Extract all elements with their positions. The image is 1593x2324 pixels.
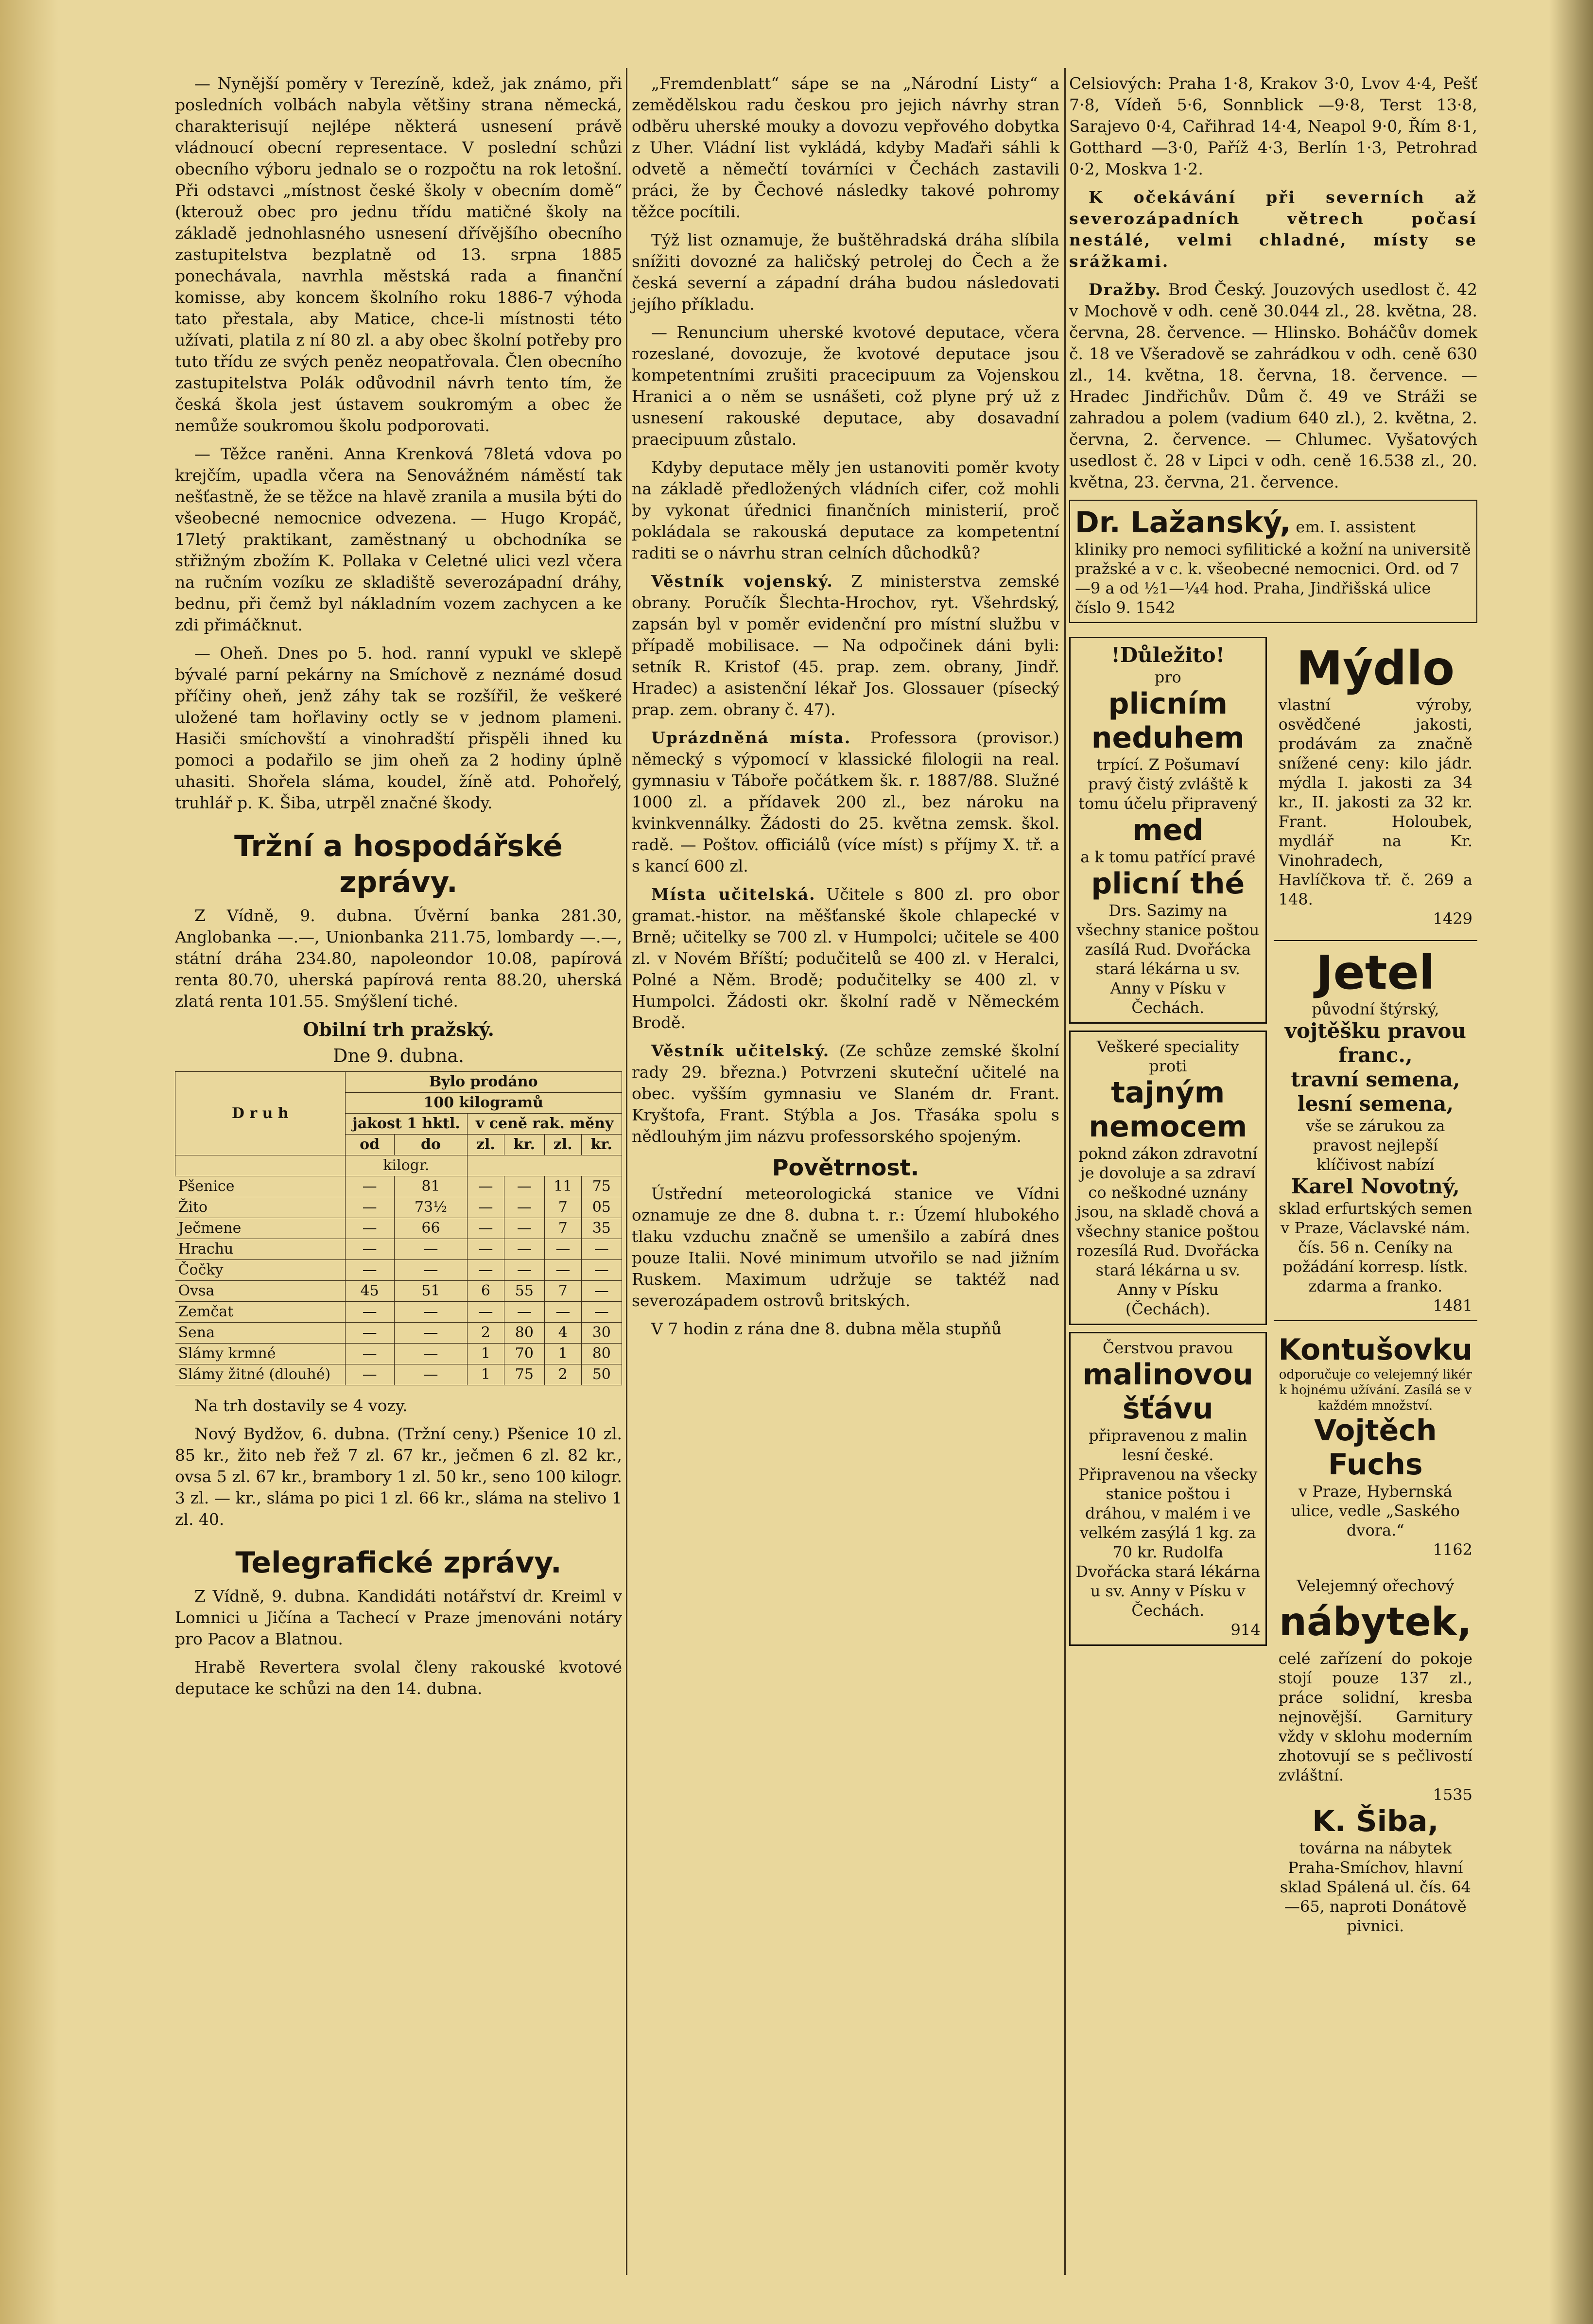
grain-value-cell: — [394,1302,467,1323]
ad-row [1069,630,1477,1947]
grain-value-cell: 7 [545,1197,582,1218]
ad-text: vlastní výroby, osvědčené jakosti, prodávám za značně snížené ceny: kilo jádr. mýdla I. jakosti za 34 kr., II. jakosti za 32 kr. Frant. Holoubek, mydlář na Kr. Vinohradech, Havlíčkova tř. č. 269 a 148. [1278,696,1472,909]
table-row [175,1260,622,1281]
grain-value-cell: — [504,1239,544,1260]
grain-type-cell: Čočky [175,1260,346,1281]
th-kg: 100 kilogramů [345,1093,622,1114]
heading-grain-market: Obilní trh pražský. [303,1018,494,1040]
th-kr: kr. [581,1135,622,1155]
table-row [175,1218,622,1239]
ad-text: pro [1154,668,1181,686]
grain-value-cell: — [504,1197,544,1218]
grain-value-cell: — [345,1323,394,1344]
ad-text: poknd zákon zdravotní je dovoluje a sa zdraví co neškodné uznány jsou, na skladě chová a všechny stanice poštou rozesílá Rud. Dvořácka stará lékárna u sv. Anny v Písku (Čechách). [1076,1144,1260,1318]
ad-kontusovka [1274,1328,1477,1564]
grain-value-cell: 35 [581,1218,622,1239]
ad-text: odporučuje co velejemný likér k hojnému užívání. Zasílá se v každém množství. [1279,1367,1472,1413]
article-injured: — Těžce raněni. Anna Krenková 78letá vdova po krejčím, upadla včera na Senovážném náměstí tak nešťastně, že se těžce na hlavě zranila a musila býti do všeobecné nemocnice odvezena. — Hugo Kropáč, 17letý praktikant, zaměstnaný u obchodníka se střižným zbožím K. Pollaka v Celetné ulici vezl včera na ručním vozíku ze skladiště severozápadní dráhy, bednu, při čemž byl nákladním vozem zachycen a ke zdi přimáčknut. [175,444,622,634]
section-teacher-posts: Místa učitelská. [651,885,816,904]
article-notary: Z Vídně, 9. dubna. Kandidáti notářství dr. Kreiml v Lomnici u Jičína a Tachecí v Praze jmenováni notáry pro Pacov a Blatnou. [175,1587,622,1648]
table-row [175,1176,622,1197]
grain-value-cell: 81 [394,1176,467,1197]
weather-forecast: K očekávání při severních až severozápadních větrech počasí nestálé, velmi chladné, místy se srážkami. [1069,188,1477,271]
ad-text: a k tomu patřící pravé [1080,848,1256,866]
grain-value-cell: — [345,1197,394,1218]
th-bylo: Bylo prodáno [345,1072,622,1093]
grain-value-cell: — [345,1364,394,1385]
grain-value-cell: 6 [468,1281,504,1302]
ad-text: původní štýrský, [1312,1000,1439,1018]
section-teacher-news: Věstník učitelský. [651,1041,830,1060]
ad-number: 1535 [1433,1785,1472,1804]
article-revertera: Hrabě Revertera svolal členy rakouské kvotové deputace ke schůzi na den 14. dubna. [175,1658,622,1698]
grain-value-cell: — [545,1302,582,1323]
ad-headline: Mýdlo [1296,641,1455,696]
ad-malinova-stava [1069,1332,1267,1646]
article-renuncium: — Renuncium uherské kvotové deputace, včera rozeslané, dovozuje, že kvotové deputace jsou kompetentními zrušiti pracecipuum za Vojenskou Hranici a o něm se usnášeti, což plyne prý už z usnesení rakouské deputace, aby dosavadní praecipuum zůstalo. [632,323,1059,449]
grain-market-date: Dne 9. dubna. [332,1045,465,1066]
grain-value-cell: — [468,1302,504,1323]
article-terezin: — Nynější poměry v Terezíně, kdež, jak známo, při posledních volbách nabyla většiny strana německá, charakterisují nejlépe některá usnesení právě vládnoucí obecní representace. V poslední schůzi obecního výboru jednalo se o rozpočtu na rok letošní. Při odstavci „místnost české školy v obecním domě“ (kterouž obec pro jednu třídu matičné školy na základě jednohlasného usnesení dřívějšího obecního zastupitelstva bezplatně od 13. srpna 1885 ponechávala, navrhla městská rada a finanční komisse, aby koncem školního roku 1886-7 výhoda tato přestala, aby Matice, chce-li místnosti této užívati, platila z ní 80 zl. a aby obec školní potřeby pro tuto třídu ze svých peněz neopatřovala. Člen obecního zastupitelstva Polák odůvodnil návrh tento tím, že česká škola jest ústavem soukromým a obec že nemůže soukromou školu podporovati. [175,74,622,435]
ad-number: 1481 [1433,1296,1472,1315]
grain-value-cell: 73½ [394,1197,467,1218]
heading-weather: Povětrnost. [772,1154,919,1181]
ad-dr-lazansky [1069,500,1477,623]
grain-value-cell: 80 [581,1344,622,1364]
th-jakost: jakost 1 hktl. [345,1114,468,1135]
grain-value-cell: — [345,1176,394,1197]
ad-headline: Kontušovku [1278,1333,1472,1367]
ad-text: Čerstvou pravou [1102,1339,1233,1357]
grain-value-cell: — [345,1239,394,1260]
ad-text: Velejemný ořechový [1297,1576,1454,1595]
grain-value-cell: 11 [545,1176,582,1197]
article-teacher-news: (Ze schůze zemské školní rady 29. března.) Potvrzeni skuteční učitelé na obec. vyšším gymnasiu ve Slaném dr. Frant. Kryštofa, Frant. Stýbla a Jos. Třasáka spolu s nědlouhým jim názvu professorského spojeným. [632,1041,1059,1146]
th-kilogr: kilogr. [345,1155,468,1176]
grain-value-cell: 66 [394,1218,467,1239]
ad-text: v Praze, Hybernská ulice, vedle „Saského dvora.“ [1291,1482,1460,1539]
table-row [175,1323,622,1344]
ad-text: trpící. Z Pošumaví pravý čistý zvláště k tomu účelu připravený [1078,755,1258,813]
ad-advertiser-name: Karel Novotný, [1291,1174,1460,1198]
table-row [175,1197,622,1218]
grain-value-cell: 30 [581,1323,622,1344]
grain-type-cell: Žito [175,1197,346,1218]
grain-value-cell: 4 [545,1323,582,1344]
grain-value-cell: 75 [504,1364,544,1385]
section-auctions: Dražby. [1089,280,1162,299]
grain-value-cell: 7 [545,1281,582,1302]
grain-type-cell: Sena [175,1323,346,1344]
grain-value-cell: — [394,1323,467,1344]
grain-value-cell: — [468,1239,504,1260]
ad-text: vše se zárukou za pravost nejlepší klíčivost nabízí [1306,1117,1445,1174]
grain-value-cell: 55 [504,1281,544,1302]
page-edge-left [0,0,58,2324]
article-military: Z ministerstva zemské obrany. Poručík Šlechta-Hrochov, ryt. Všehrdský, zapsán byl v poměr evidenční pro místní službu v případě mobilisace. — Na odpočinek dáni byli: setník R. Kristof (45. prap. zem. obrany, Jindř. Hradec) a asistenční lékař Jos. Glossauer (písecký prap. zem. obrany č. 47). [632,572,1059,719]
grain-value-cell: 51 [394,1281,467,1302]
ad-number: 1162 [1433,1540,1472,1559]
grain-value-cell: — [581,1239,622,1260]
grain-value-cell: — [345,1302,394,1323]
article-teacher-posts: Učitele s 800 zl. pro obor gramat.-histor. na měšťanské škole chlapecké v Brně; učitelky se 700 zl. v Humpolci; učitele se 400 zl. v Novém Bříští; podučitelů se 400 zl. v Heralci, Polné a Něm. Brodě; podučitelky se 400 zl. v Humpolci. Žádosti okr. školní radě v Německém Brodě. [632,885,1059,1032]
column-middle [632,73,1059,1346]
column-left [175,73,622,1706]
ad-text: továrna na nábytek Praha-Smíchov, hlavní sklad Spálená ul. čís. 64—65, naproti Donátově pivnici. [1280,1839,1471,1935]
grain-value-cell: — [345,1344,394,1364]
grain-value-cell: — [504,1302,544,1323]
ad-text: Drs. Sazimy na všechny stanice poštou zasílá Rud. Dvořácka stará lékárna u sv. Anny v Písku v Čechách. [1076,901,1260,1017]
ad-plicni-thé [1069,637,1267,1024]
article-railway: Týž list oznamuje, že buštěhradská dráha slíbila snížiti dovozné za haličský petrolej do Čech a že česká severní a západní dráha budou následovati jejího příkladu. [632,230,1059,314]
grain-value-cell: — [468,1197,504,1218]
ad-tajne-nemoci [1069,1031,1267,1325]
article-fire: — Oheň. Dnes po 5. hod. ranní vypukl ve sklepě bývalé parní pekárny na Smíchově z neznámé dosud příčiny oheň, jenž záhy tak se rozšířil, že veškeré uložené tam hořlaviny octly se v jednom plameni. Hasiči smíchovští a vinohradští přispěli ihned ku pomoci a podařilo se jim oheň za 2 hodiny úplně uhasiti. Shořela sláma, koudel, žíně atd. Pohořelý, truhlář p. K. Šiba, utrpěl značné škody. [175,644,622,812]
grain-value-cell: — [394,1260,467,1281]
weather-temps-cont: Celsiových: Praha 1·8, Krakov 3·0, Lvov 4·4, Pešť 7·8, Vídeň 5·6, Sonnblick —9·8, Terst 13·8, Sarajevo 0·4, Cařihrad 14·4, Neapol 9·0, Řím 8·1, Gotthard —3·0, Paříž 4·3, Berlín 1·3, Petrohrad 0·2, Moskva 1·2. [1069,74,1477,178]
grain-type-cell: Hrachu [175,1239,346,1260]
grain-value-cell: 75 [581,1176,622,1197]
th-zl: zl. [545,1135,582,1155]
ad-advertiser-name: K. Šiba, [1312,1804,1439,1838]
grain-value-cell: 05 [581,1197,622,1218]
grain-value-cell: — [345,1260,394,1281]
grain-value-cell: 1 [468,1364,504,1385]
ad-dr-lazansky-name: Dr. Lažanský, [1075,506,1291,540]
carts-note: Na trh dostavily se 4 vozy. [194,1396,408,1415]
section-military: Věstník vojenský. [651,572,833,591]
grain-type-cell: Zemčat [175,1302,346,1323]
grain-value-cell: 2 [545,1364,582,1385]
article-weather: Ústřední meteorologická stanice ve Vídni oznamuje ze dne 8. dubna t. r.: Území hlubokého tlaku vzduchu značně se umenšilo a zabírá dnes pouze Italii. Nové minimum utvořilo se nad jižním Ruskem. Maximum udržuje se taktéž nad severozápadem ostrovů britských. [632,1184,1059,1310]
column-rule [1064,68,1066,2275]
ad-number: 914 [1230,1621,1261,1639]
grain-rows [175,1176,622,1385]
ad-number: 1429 [1433,909,1472,928]
ad-headline: nábytek, [1279,1599,1472,1644]
ad-text: sklad erfurtských semen v Praze, Václavské nám. čís. 56 n. Ceníky na požádání korresp. lístk. zdarma a franko. [1279,1199,1472,1295]
grain-value-cell: — [545,1239,582,1260]
grain-value-cell: 2 [468,1323,504,1344]
ad-text: celé zařízení do pokoje stojí pouze 137 zl., práce solidní, kresba nejnovější. Garnitury vždy v sklohu moderním zhotovují se s pečlivostí zvláštní. [1278,1649,1472,1784]
grain-value-cell: 1 [468,1344,504,1364]
grain-value-cell: — [581,1281,622,1302]
grain-value-cell: 7 [545,1218,582,1239]
th-do: do [394,1135,467,1155]
article-auctions: Brod Český. Jouzových usedlost č. 42 v Mochově v odh. ceně 30.044 zl., 28. května, 28. června, 28. července. — Hlinsko. Boháčův domek č. 18 ve Všeradově se zahrádkou v odh. ceně 630 zl., 14. května, 18. června, 18. července. — Hradec Jindřichův. Dům č. 49 ve Stráži se zahradou a polem (vadium 640 zl.), 2. května, 2. června, 2. července. — Chlumec. Vyšatových usedlost č. 28 v Lipci v odh. ceně 16.538 zl., 20. května, 23. června, 21. července. [1069,280,1477,491]
ad-dr-lazansky-text: em. I. assistent kliniky pro nemoci syfilitické a kožní na universitě pražské a v c. k. všeobecné nemocnici. Ord. od 7—9 a od ½1—¼4 hod. Praha, Jindřišská ulice číslo 9. [1075,518,1471,617]
th-zl: zl. [468,1135,504,1155]
grain-type-cell: Ovsa [175,1281,346,1302]
grain-value-cell: — [468,1218,504,1239]
article-fremdenblatt: „Fremdenblatt“ sápe se na „Národní Listy“ a zemědělskou radu českou pro jejich návrhy stran odběru uherské mouky a dovozu vepřového dobytka z Uher. Vládní list vykládá, kdyby Maďaři sáhli k odvetě a němečtí továrníci v Čechách zastavili práci, že by Čechové následky takové pohromy těžce pocítili. [632,74,1059,221]
grain-value-cell: 1 [545,1344,582,1364]
ad-headline: malinovou šťávu [1082,1358,1253,1426]
grain-value-cell: — [504,1260,544,1281]
column-rule [626,68,627,2275]
section-vacancies: Uprázdněná místa. [651,728,851,747]
th-od: od [345,1135,394,1155]
grain-value-cell: — [581,1260,622,1281]
ad-jetel [1274,940,1477,1321]
column-right [1069,73,1477,1947]
grain-value-cell: 70 [504,1344,544,1364]
th-druh: D r u h [175,1072,346,1155]
table-row [175,1344,622,1364]
grain-value-cell: — [468,1176,504,1197]
article-novy-bydzov: Nový Bydžov, 6. dubna. (Tržní ceny.) Pšenice 10 zl. 85 kr., žito neb řež 7 zl. 67 kr., ječmen 6 zl. 82 kr., ovsa 5 zl. 67 kr., brambory 1 zl. 50 kr., seno 100 kilogr. 3 zl. — kr., sláma po pici 1 zl. 66 kr., sláma na stelivo 1 zl. 40. [175,1424,622,1529]
grain-value-cell: — [581,1302,622,1323]
grain-value-cell: — [345,1218,394,1239]
table-row [175,1239,622,1260]
ad-subheadline: lesní semena, [1297,1092,1454,1116]
ad-mydlo [1274,637,1477,933]
grain-value-cell: — [394,1344,467,1364]
grain-value-cell: — [394,1364,467,1385]
table-row [175,1364,622,1385]
grain-value-cell: 50 [581,1364,622,1385]
grain-value-cell: 45 [345,1281,394,1302]
grain-type-cell: Pšenice [175,1176,346,1197]
ad-text: připravenou z malin lesní české. Připravenou na všecky stanice poštou i dráhou, v malém i ve velkém zasýlá 1 kg. za 70 kr. Rudolfa Dvořácka stará lékárna u sv. Anny v Písku v Čechách. [1075,1426,1261,1620]
ad-nabytek [1274,1571,1477,1940]
ad-headline: plicní thé [1091,867,1245,901]
th-kr: kr. [504,1135,544,1155]
grain-value-cell: — [468,1260,504,1281]
grain-type-cell: Slámy krmné [175,1344,346,1364]
ad-subheadline: travní semena, [1291,1067,1460,1091]
grain-value-cell: — [504,1176,544,1197]
ad-text: Veškeré speciality proti [1096,1037,1239,1075]
ad-important: !Důležito! [1111,643,1225,667]
grain-type-cell: Slámy žitné (dlouhé) [175,1364,346,1385]
ad-advertiser-name: Vojtěch Fuchs [1314,1414,1437,1482]
ad-headline: Jetel [1316,945,1435,1000]
grain-value-cell: 80 [504,1323,544,1344]
grain-price-table [175,1071,622,1385]
grain-value-cell: — [394,1239,467,1260]
th-cena: v ceně rak. měny [468,1114,622,1135]
page-edge-right [1549,0,1593,2324]
table-row [175,1302,622,1323]
ad-headline: med [1132,813,1204,847]
table-row [175,1281,622,1302]
article-vacancies: Professora (provisor.) německý s výpomocí v klassické filologii na real. gymnasiu v Táboře počátkem šk. r. 1887/88. Služné 1000 zl. a přídavek 200 zl., bez nároku na kvinkvennálky. Žádosti do 25. května zemsk. škol. radě. — Poštov. officiálů (více míst) s příjmy X. tř. a s kancí 600 zl. [632,728,1060,875]
heading-market-news: Tržní a hospodářské zprávy. [234,829,563,899]
grain-type-cell: Ječmene [175,1218,346,1239]
ad-headline: plicním neduhem [1091,687,1245,755]
ad-subheadline: vojtěšku pravou franc., [1284,1019,1466,1067]
ad-number: 1542 [1135,598,1176,617]
grain-value-cell: — [545,1260,582,1281]
article-weather-temps: V 7 hodin z rána dne 8. dubna měla stupňů [651,1319,1002,1338]
grain-value-cell: — [504,1218,544,1239]
article-quota: Kdyby deputace měly jen ustanoviti poměr kvoty na základě předložených vládních cifer, což mohli by vykonat úřednici finančních ministerií, proč pokládala se rakouská deputace za kompetentní raditi se o návrhu stran celních důchodků? [632,458,1059,562]
heading-telegraph: Telegrafické zprávy. [235,1546,562,1580]
ad-headline: tajným nemocem [1089,1076,1247,1144]
article-vienna-stock: Z Vídně, 9. dubna. Úvěrní banka 281.30, Anglobanka —.—, Unionbanka 211.75, lombardy —.—, státní dráha 234.80, napoleondor 10.08, papírová renta 80.70, uherská papírová renta 88.20, uherská zlatá renta 101.55. Smýšlení tiché. [175,906,622,1011]
